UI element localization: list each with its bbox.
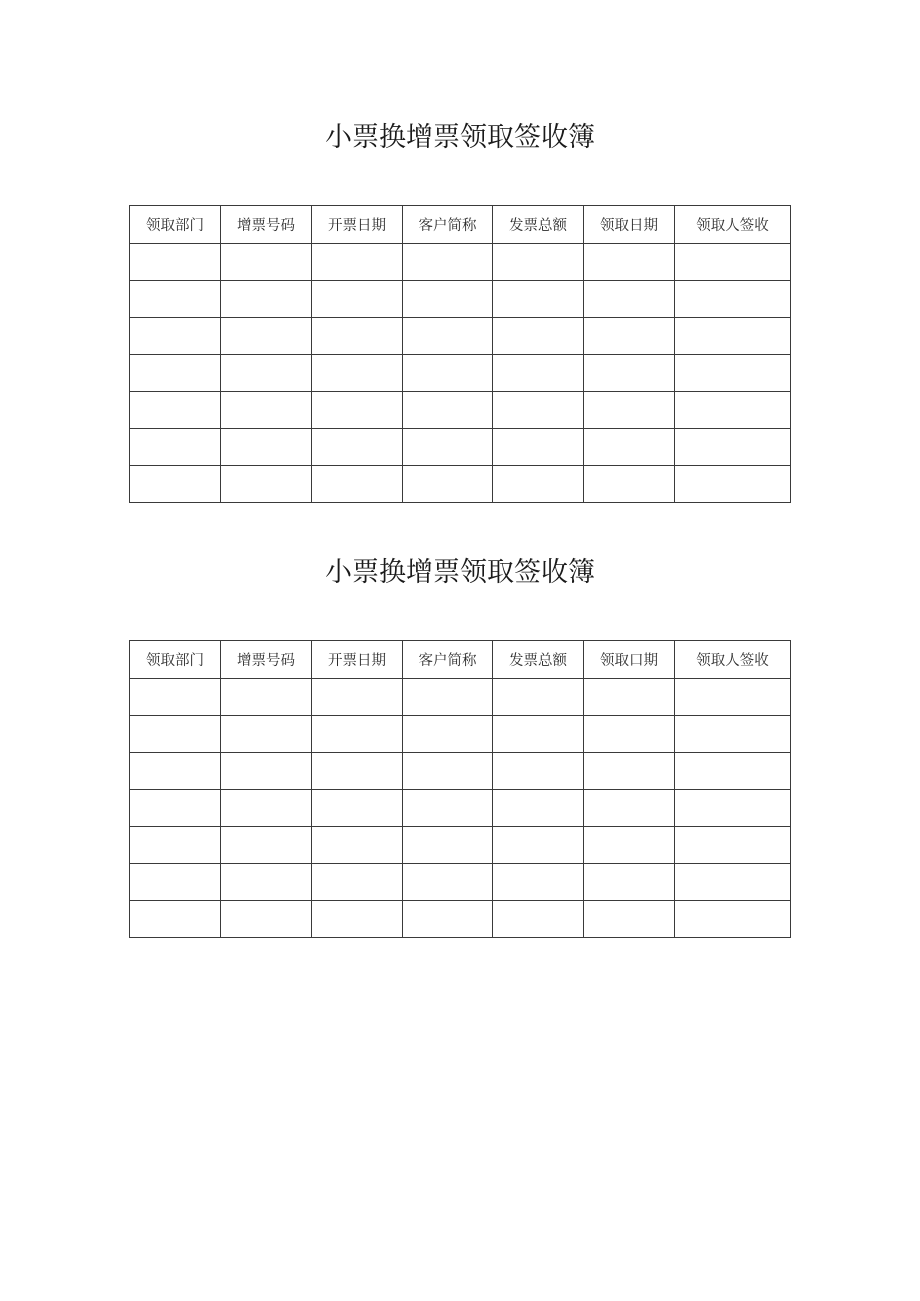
table-cell[interactable] — [221, 753, 312, 790]
table-cell[interactable] — [675, 429, 791, 466]
table-cell[interactable] — [584, 716, 675, 753]
table-cell[interactable] — [493, 790, 584, 827]
table-cell[interactable] — [493, 466, 584, 503]
table-row — [130, 753, 791, 790]
signoff-table — [129, 640, 791, 938]
table-cell[interactable] — [584, 392, 675, 429]
table-cell[interactable] — [675, 355, 791, 392]
table-cell[interactable] — [403, 392, 493, 429]
table-cell[interactable] — [221, 318, 312, 355]
table-header-row — [130, 206, 791, 244]
table-cell[interactable] — [130, 716, 221, 753]
table-row — [130, 429, 791, 466]
table-cell[interactable] — [493, 901, 584, 938]
header-department: 领取部门 — [130, 641, 221, 679]
table-row — [130, 392, 791, 429]
table-header-row — [130, 641, 791, 679]
table-cell[interactable] — [312, 864, 403, 901]
table-cell[interactable] — [221, 827, 312, 864]
table-row — [130, 355, 791, 392]
table-cell[interactable] — [403, 355, 493, 392]
table-cell[interactable] — [584, 318, 675, 355]
table-cell[interactable] — [221, 355, 312, 392]
signoff-table — [129, 205, 791, 503]
table-row — [130, 716, 791, 753]
table-cell[interactable] — [403, 901, 493, 938]
table-cell[interactable] — [130, 753, 221, 790]
table-cell[interactable] — [493, 716, 584, 753]
table-cell[interactable] — [493, 281, 584, 318]
table-cell[interactable] — [675, 466, 791, 503]
table-cell[interactable] — [312, 716, 403, 753]
table-cell[interactable] — [403, 864, 493, 901]
table-row — [130, 901, 791, 938]
table-cell[interactable] — [584, 901, 675, 938]
table-cell[interactable] — [493, 753, 584, 790]
table-cell[interactable] — [221, 244, 312, 281]
table-cell[interactable] — [312, 429, 403, 466]
table-cell[interactable] — [584, 281, 675, 318]
table-cell[interactable] — [493, 392, 584, 429]
table-cell[interactable] — [584, 827, 675, 864]
header-recipient-signature: 领取人签收 — [675, 641, 791, 679]
table-cell[interactable] — [403, 281, 493, 318]
table-cell[interactable] — [221, 429, 312, 466]
table-cell[interactable] — [130, 429, 221, 466]
table-cell[interactable] — [312, 827, 403, 864]
table-cell[interactable] — [221, 466, 312, 503]
table-row — [130, 864, 791, 901]
table-cell[interactable] — [675, 679, 791, 716]
table-cell[interactable] — [312, 392, 403, 429]
header-receive-date: 领取口期 — [584, 641, 675, 679]
table-cell[interactable] — [493, 679, 584, 716]
header-invoice-number: 增票号码 — [221, 641, 312, 679]
table-cell[interactable] — [493, 244, 584, 281]
table-cell[interactable] — [584, 355, 675, 392]
table-cell[interactable] — [493, 827, 584, 864]
table-cell[interactable] — [221, 679, 312, 716]
table-cell[interactable] — [130, 466, 221, 503]
table-cell[interactable] — [130, 355, 221, 392]
table-cell[interactable] — [675, 753, 791, 790]
table-cell[interactable] — [221, 901, 312, 938]
table-cell[interactable] — [493, 429, 584, 466]
table-cell[interactable] — [584, 244, 675, 281]
table-cell[interactable] — [584, 466, 675, 503]
header-customer-name: 客户简称 — [403, 641, 493, 679]
table-row — [130, 827, 791, 864]
table-cell[interactable] — [221, 716, 312, 753]
table-cell[interactable] — [221, 281, 312, 318]
form-title: 小票换增票领取签收簿 — [325, 557, 595, 588]
table-cell[interactable] — [403, 716, 493, 753]
table-cell[interactable] — [584, 790, 675, 827]
table-cell[interactable] — [675, 392, 791, 429]
table-row — [130, 244, 791, 281]
table-cell[interactable] — [312, 318, 403, 355]
table-cell[interactable] — [221, 392, 312, 429]
table-cell[interactable] — [675, 318, 791, 355]
table-cell[interactable] — [403, 679, 493, 716]
header-issue-date: 开票日期 — [312, 206, 403, 244]
table-cell[interactable] — [403, 827, 493, 864]
table-cell[interactable] — [584, 864, 675, 901]
table-cell[interactable] — [403, 753, 493, 790]
header-invoice-number: 增票号码 — [221, 206, 312, 244]
table-cell[interactable] — [584, 679, 675, 716]
table-cell[interactable] — [130, 864, 221, 901]
table-row — [130, 679, 791, 716]
header-invoice-total: 发票总额 — [493, 641, 584, 679]
header-invoice-total: 发票总额 — [493, 206, 584, 244]
table-cell[interactable] — [403, 318, 493, 355]
table-row — [130, 318, 791, 355]
table-cell[interactable] — [221, 864, 312, 901]
table-cell[interactable] — [312, 679, 403, 716]
header-recipient-signature: 领取人签收 — [675, 206, 791, 244]
table-cell[interactable] — [130, 281, 221, 318]
table-cell[interactable] — [675, 281, 791, 318]
table-cell[interactable] — [130, 790, 221, 827]
table-cell[interactable] — [312, 790, 403, 827]
table-cell[interactable] — [675, 716, 791, 753]
header-issue-date: 开票日期 — [312, 641, 403, 679]
table-cell[interactable] — [675, 827, 791, 864]
table-cell[interactable] — [403, 790, 493, 827]
table-row — [130, 790, 791, 827]
table-cell[interactable] — [675, 790, 791, 827]
table-cell[interactable] — [675, 864, 791, 901]
table-cell[interactable] — [312, 466, 403, 503]
table-cell[interactable] — [312, 281, 403, 318]
table-cell[interactable] — [312, 901, 403, 938]
table-cell[interactable] — [312, 355, 403, 392]
table-cell[interactable] — [675, 244, 791, 281]
table-cell[interactable] — [312, 753, 403, 790]
table-row — [130, 281, 791, 318]
table-cell[interactable] — [312, 244, 403, 281]
header-department: 领取部门 — [130, 206, 221, 244]
table-cell[interactable] — [584, 429, 675, 466]
table-cell[interactable] — [584, 753, 675, 790]
table-cell[interactable] — [130, 901, 221, 938]
table-cell[interactable] — [130, 679, 221, 716]
table-cell[interactable] — [493, 318, 584, 355]
table-cell[interactable] — [493, 864, 584, 901]
table-cell[interactable] — [130, 392, 221, 429]
table-cell[interactable] — [403, 429, 493, 466]
header-customer-name: 客户简称 — [403, 206, 493, 244]
table-cell[interactable] — [130, 244, 221, 281]
table-cell[interactable] — [130, 827, 221, 864]
header-receive-date: 领取日期 — [584, 206, 675, 244]
table-cell[interactable] — [403, 466, 493, 503]
table-cell[interactable] — [403, 244, 493, 281]
table-cell[interactable] — [221, 790, 312, 827]
table-cell[interactable] — [675, 901, 791, 938]
table-row — [130, 466, 791, 503]
table-cell[interactable] — [493, 355, 584, 392]
table-cell[interactable] — [130, 318, 221, 355]
form-title: 小票换增票领取签收簿 — [325, 122, 595, 153]
